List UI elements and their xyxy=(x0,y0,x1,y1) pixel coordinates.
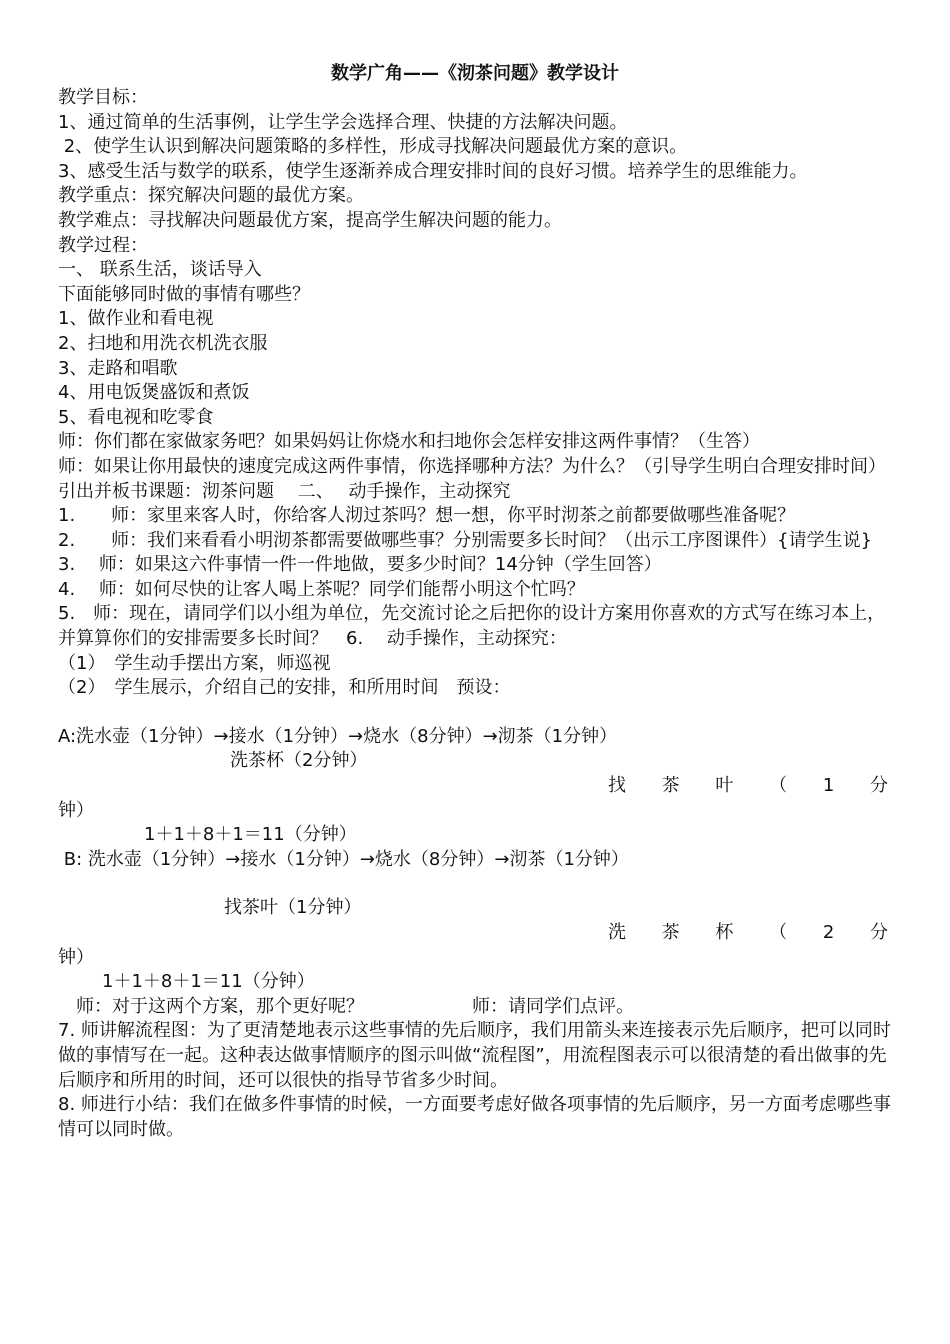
plan-b-sum: 1＋1＋8＋1＝11（分钟） xyxy=(102,971,315,993)
process-heading: 教学过程： xyxy=(58,234,148,256)
plan-a-right-part: 找 茶 叶 （ 1 分 xyxy=(607,775,892,797)
objective-2: 2、使学生认识到解决问题策略的多样性，形成寻找解决问题最优方案的意识。 xyxy=(58,136,688,158)
question-line: 下面能够同时做的事情有哪些？ xyxy=(58,283,310,305)
plan-b-right-tail: 钟） xyxy=(58,946,94,968)
plan-b-branch: 找茶叶（1分钟） xyxy=(224,897,362,919)
option-4: 4、用电饭煲盛饭和煮饭 xyxy=(58,382,250,404)
option-3: 3、走路和唱歌 xyxy=(58,357,178,379)
option-2: 2、扫地和用洗衣机洗衣服 xyxy=(58,332,268,354)
objectives-heading: 教学目标： xyxy=(58,87,148,108)
plan-b-right-part: 洗 茶 杯 （ 2 分 xyxy=(607,922,892,943)
option-5: 5、看电视和吃零食 xyxy=(58,406,214,428)
step-7: 7. 师讲解流程图：为了更清楚地表示这些事情的先后顺序，我们用箭头来连接表示先后顺序，把可以同时做的事情写在一起。这种表达做事情顺序的图示叫做“流程图”，用流程图表示可以很清楚的看出做事的先后顺序和所用的时间，还可以很快的指导节省多少时间。 xyxy=(58,1020,891,1091)
section-1-heading: 一、 联系生活，谈话导入 xyxy=(58,259,262,281)
plan-a-flow: A:洗水壶（1分钟）→接水（1分钟）→烧水（8分钟）→沏茶（1分钟） xyxy=(58,725,618,747)
document-body xyxy=(58,86,900,1142)
comparison-line: 师：对于这两个方案，那个更好呢？ 师：请同学们点评。 xyxy=(58,995,634,1017)
option-1: 1、做作业和看电视 xyxy=(58,308,214,330)
plan-a-branch: 洗茶杯（2分钟） xyxy=(230,750,368,772)
step-3: 3. 师：如果这六件事情一件一件地做，要多少时间？14分钟（学生回答） xyxy=(58,554,662,576)
sub-step-2: （2） 学生展示，介绍自己的安排，和所用时间 预设： xyxy=(58,677,511,699)
teacher-question-2: 师：如果让你用最快的速度完成这两件事情，你选择哪种方法？为什么？（引导学生明白合理安排时间） 引出并板书课题：沏茶问题 二、 动手操作，主动探究 xyxy=(58,455,901,502)
plan-a-right-tail: 钟） xyxy=(58,799,94,821)
step-5: 5. 师：现在，请同学们以小组为单位，先交流讨论之后把你的设计方案用你喜欢的方式写在练习本上，并算算你们的安排需要多长时间？ 6. 动手操作，主动探究： xyxy=(58,603,886,650)
document-title: 数学广角——《沏茶问题》教学设计 xyxy=(331,63,619,84)
difficulty: 教学难点：寻找解决问题最优方案，提高学生解决问题的能力。 xyxy=(58,209,562,231)
step-1: 1. 师：家里来客人时，你给客人沏过茶吗？想一想，你平时沏茶之前都要做哪些准备呢？ xyxy=(58,505,796,527)
step-2: 2. 师：我们来看看小明沏茶都需要做哪些事？分别需要多长时间？（出示工序图课件）{请学生说} xyxy=(58,529,873,551)
step-8: 8. 师进行小结：我们在做多件事情的时候，一方面要考虑好做各项事情的先后顺序，另一方面考虑哪些事情可以同时做。 xyxy=(58,1094,891,1140)
plan-b-flow: B: 洗水壶（1分钟）→接水（1分钟）→烧水（8分钟）→沏茶（1分钟） xyxy=(58,848,629,870)
objective-1: 1、通过简单的生活事例，让学生学会选择合理、快捷的方法解决问题。 xyxy=(58,111,628,133)
spacer xyxy=(58,872,900,896)
sub-step-1: （1） 学生动手摆出方案，师巡视 xyxy=(58,652,331,674)
teacher-question-1: 师：你们都在家做家务吧？如果妈妈让你烧水和扫地你会怎样安排这两件事情？（生答） xyxy=(58,431,760,453)
spacer xyxy=(58,701,900,725)
objective-3: 3、感受生活与数学的联系，使学生逐渐养成合理安排时间的良好习惯。培养学生的思维能力。 xyxy=(58,160,808,182)
key-point: 教学重点：探究解决问题的最优方案。 xyxy=(58,185,364,207)
step-4: 4. 师：如何尽快的让客人喝上茶呢？同学们能帮小明这个忙吗？ xyxy=(58,578,585,600)
plan-a-sum: 1＋1＋8＋1＝11（分钟） xyxy=(144,824,357,846)
